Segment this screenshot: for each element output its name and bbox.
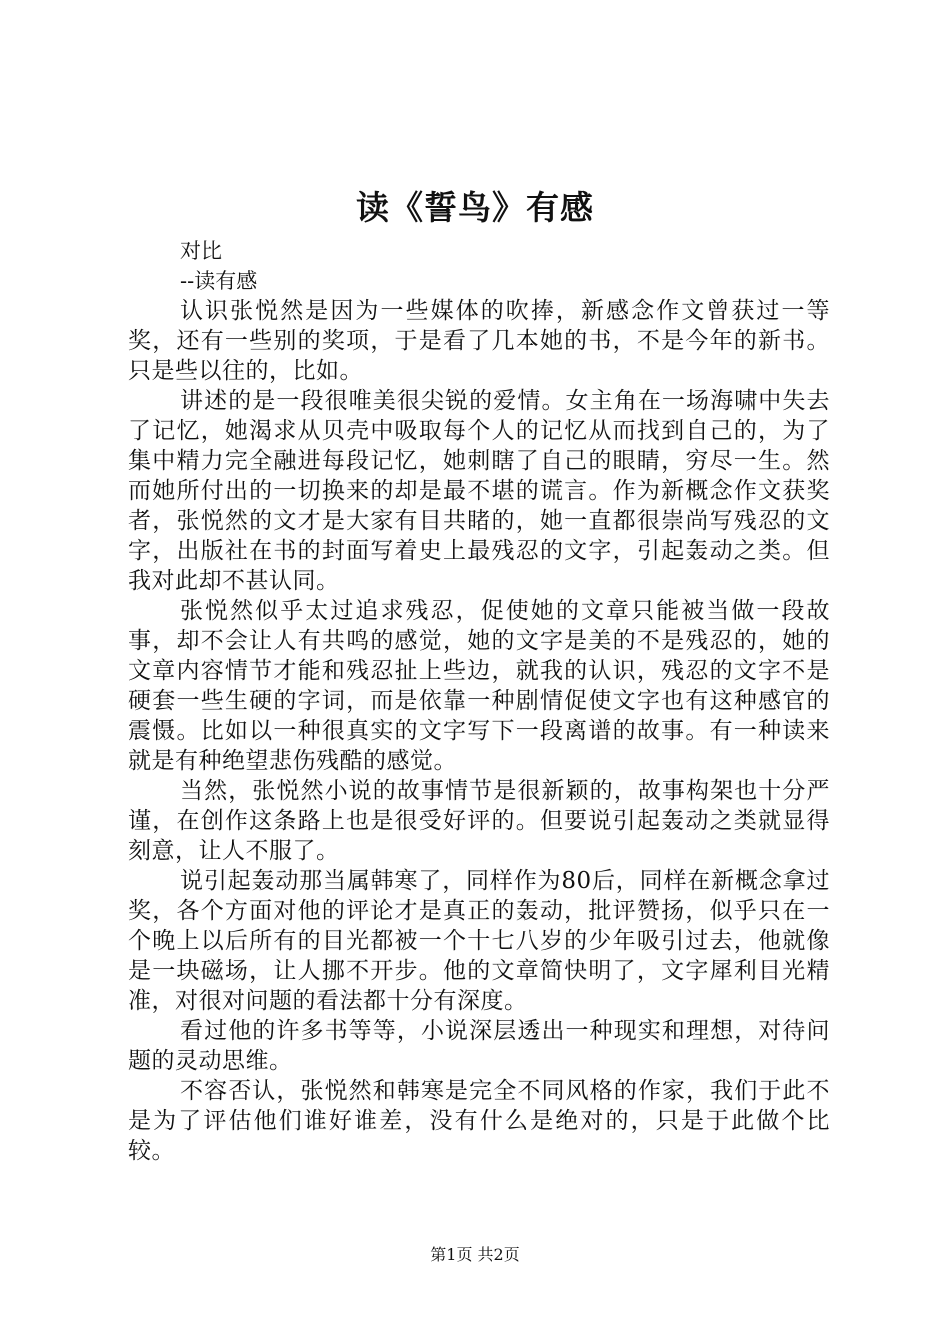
article-body — [128, 296, 830, 1166]
page-footer: 第1页 共2页 — [430, 1245, 520, 1264]
document-title: 读《誓鸟》有感 — [356, 188, 594, 227]
subheading-contrast: 对比 — [180, 239, 222, 263]
paragraph: 当然，张悦然小说的故事情节是很新颖的，故事构架也十分严谨，在创作这条路上也是很受好评的。但要说引起轰动之类就显得刻意，让人不服了。 — [128, 778, 830, 864]
paragraph: 说引起轰动那当属韩寒了，同样作为80后，同样在新概念拿过奖，各个方面对他的评论才是真正的轰动，批评赞扬，似乎只在一个晚上以后所有的目光都被一个十七八岁的少年吸引过去，他就像是一块磁场，让人挪不开步。他的文章简快明了，文字犀利目光精准，对很对问题的看法都十分有深度。 — [128, 868, 830, 1014]
paragraph: 看过他的许多书等等，小说深层透出一种现实和理想，对待问题的灵动思维。 — [128, 1018, 830, 1074]
paragraph: 张悦然似乎太过追求残忍，促使她的文章只能被当做一段故事，却不会让人有共鸣的感觉，她的文字是美的不是残忍的，她的文章内容情节才能和残忍扯上些边，就我的认识，残忍的文字不是硬套一些生硬的字词，而是依靠一种剧情促使文字也有这种感官的震慑。比如以一种很真实的文字写下一段离谱的故事。有一种读来就是有种绝望悲伤残酷的感觉。 — [128, 598, 830, 774]
paragraph: 讲述的是一段很唯美很尖锐的爱情。女主角在一场海啸中失去了记忆，她渴求从贝壳中吸取每个人的记忆从而找到自己的，为了集中精力完全融进每段记忆，她刺瞎了自己的眼睛，穷尽一生。然而她所付出的一切换来的却是最不堪的谎言。作为新概念作文获奖者，张悦然的文才是大家有目共睹的，她一直都很崇尚写残忍的文字，出版社在书的封面写着史上最残忍的文字，引起轰动之类。但我对此却不甚认同。 — [128, 388, 830, 594]
subheading-reading: --读有感 — [180, 269, 258, 293]
paragraph: 不容否认，张悦然和韩寒是完全不同风格的作家，我们于此不是为了评估他们谁好谁差，没有什么是绝对的，只是于此做个比较。 — [128, 1078, 830, 1164]
paragraph: 认识张悦然是因为一些媒体的吹捧，新感念作文曾获过一等奖，还有一些别的奖项，于是看了几本她的书，不是今年的新书。只是些以往的，比如。 — [128, 298, 830, 384]
